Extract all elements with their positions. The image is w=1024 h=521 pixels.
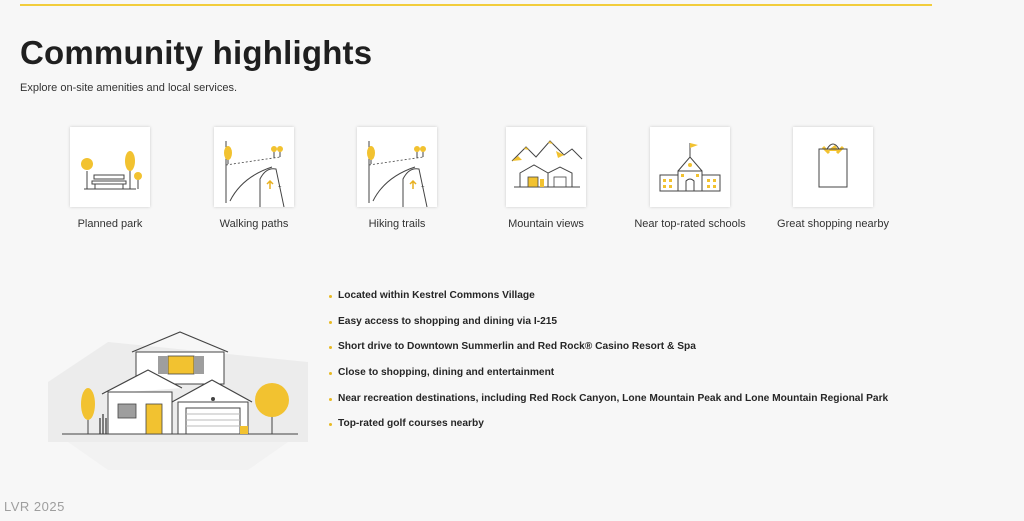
- watermark: LVR 2025: [4, 499, 65, 514]
- list-item: Top-rated golf courses nearby: [329, 418, 888, 444]
- svg-text:+: +: [278, 185, 282, 191]
- house-illustration: [48, 322, 308, 470]
- list-item: Short drive to Downtown Summerlin and Red Rock® Casino Resort & Spa: [329, 341, 888, 367]
- amenity-schools: [620, 127, 760, 232]
- bullet-dot: [329, 372, 332, 375]
- walking-path-icon: [214, 127, 294, 207]
- amenity-label: Near top-rated schools: [634, 218, 746, 230]
- amenity-label: Hiking trails: [368, 218, 426, 230]
- amenity-hiking-trails: [327, 127, 467, 232]
- list-item: Close to shopping, dining and entertainment: [329, 367, 888, 393]
- top-divider: [20, 4, 932, 6]
- bullet-dot: [329, 423, 332, 426]
- bullet-dot: [329, 321, 332, 324]
- amenity-label: Mountain views: [508, 218, 584, 230]
- svg-text:+: +: [421, 185, 425, 191]
- shopping-bag-icon: [793, 127, 873, 207]
- list-item: Easy access to shopping and dining via I-215: [329, 316, 888, 342]
- amenity-label: Walking paths: [219, 218, 289, 230]
- park-bench-icon: [70, 127, 150, 207]
- school-icon: [650, 127, 730, 207]
- bullet-dot: [329, 398, 332, 401]
- page-title: Community highlights: [20, 34, 373, 71]
- list-item: Near recreation destinations, including Red Rock Canyon, Lone Mountain Peak and Lone Mountain Regional Park: [329, 393, 888, 419]
- bullet-dot: [329, 346, 332, 349]
- amenity-label: Great shopping nearby: [777, 218, 889, 230]
- amenity-walking-paths: [184, 127, 324, 232]
- amenity-shopping: [763, 127, 903, 232]
- page-subtitle: Explore on-site amenities and local services.: [20, 82, 238, 94]
- bullet-dot: [329, 295, 332, 298]
- highlights-list: [329, 290, 888, 444]
- amenity-planned-park: [40, 127, 180, 232]
- amenity-label: Planned park: [77, 218, 143, 230]
- hiking-trail-icon: [357, 127, 437, 207]
- mountain-house-icon: [506, 127, 586, 207]
- amenity-mountain-views: [476, 127, 616, 232]
- list-item: Located within Kestrel Commons Village: [329, 290, 888, 316]
